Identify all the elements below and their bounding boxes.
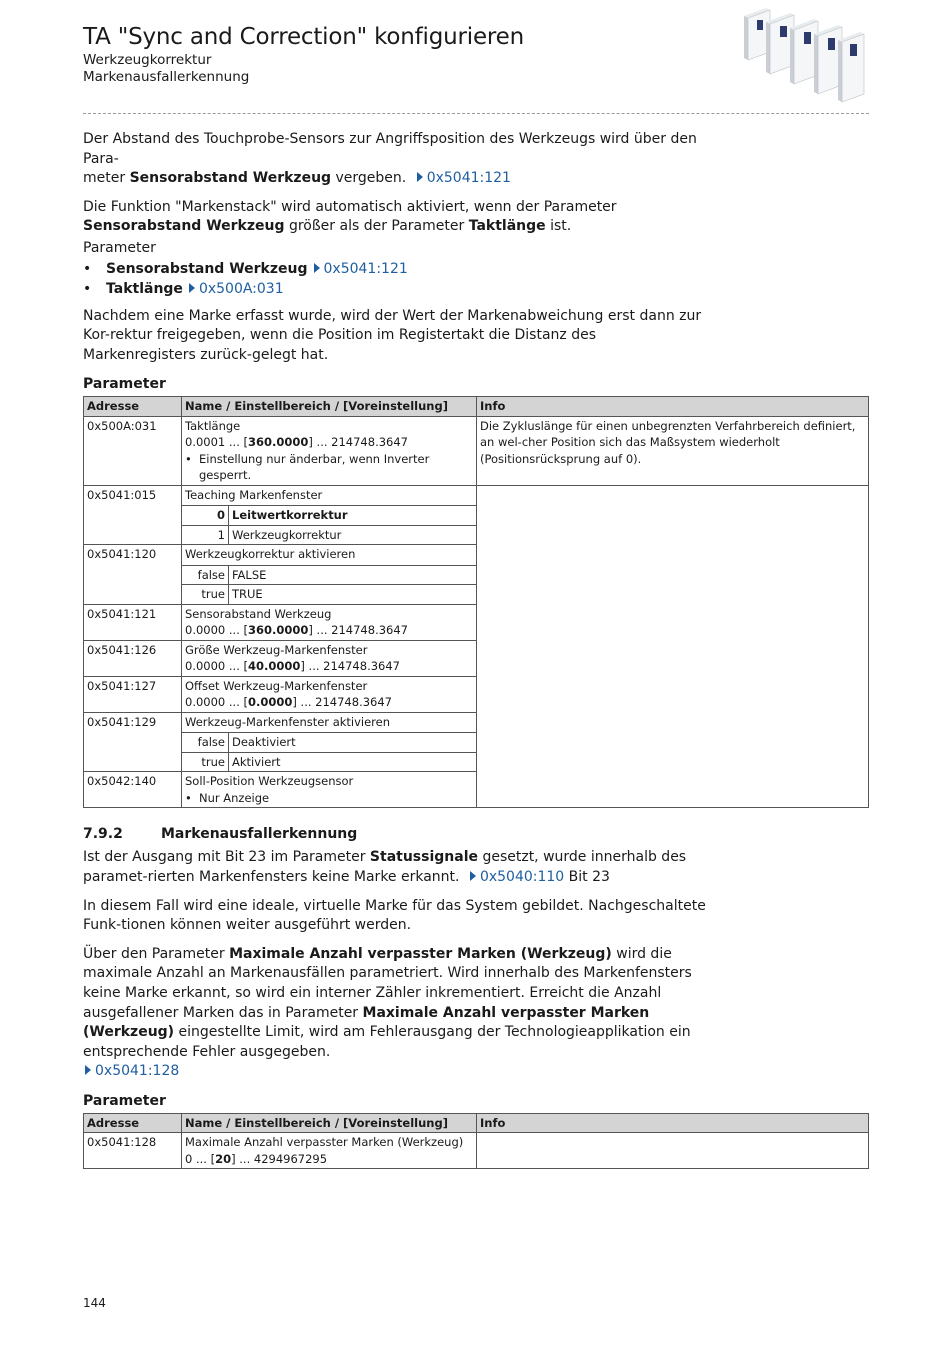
header-divider (83, 113, 869, 114)
paragraph-markenstack: Die Funktion "Markenstack" wird automatisch aktiviert, wenn der Parameter Sensorabstand Werkzeug größer als der Parameter Taktlänge ist. (83, 198, 617, 235)
table-row (84, 416, 869, 485)
column-header-info: Info (477, 397, 869, 417)
paragraph-max-missed-marks: Über den Parameter Maximale Anzahl verpasster Marken (Werkzeug) wird die maximale Anzahl an Markenausfällen parametriert. Wird innerhalb des Markenfensters keine Marke erkannt, so wird ein interner Zähler inkrementiert. Erreicht die Anzahl ausgefallener Marken das in Parameter Maximale Anzahl verpasster Marken (Werkzeug) eingestellte Limit, wird am Fehlerausgang der Technologieapplikation ein entsprechende Fehler ausgegeben. 0x5041:128 (83, 945, 692, 1080)
name-cell: Sensorabstand Werkzeug 0.0000 ... [360.0000] ... 214748.3647 (182, 604, 477, 640)
parameter-link[interactable]: 0x500A:031 (198, 280, 284, 297)
name-cell: Teaching Markenfenster 0 Leitwertkorrektur 1 Werkzeugkorrektur (182, 485, 477, 545)
options-table (182, 565, 476, 604)
address-cell: 0x500A:031 (84, 416, 182, 485)
name-cell: Maximale Anzahl verpasster Marken (Werkzeug) 0 ... [20] ... 4294967295 (182, 1133, 477, 1169)
info-cell (477, 1133, 869, 1169)
section-number: 7.9.2 (83, 826, 123, 843)
name-cell: Größe Werkzeug-Markenfenster 0.0000 ... [40.0000] ... 214748.3647 (182, 640, 477, 676)
option-row: true Aktiviert (182, 752, 476, 771)
table-row (84, 1133, 869, 1169)
note: • Einstellung nur änderbar, wenn Inverter gesperrt. (185, 451, 473, 484)
option-row: 0 Leitwertkorrektur (182, 506, 476, 526)
address-cell: 0x5041:015 (84, 485, 182, 545)
triangle-right-icon (314, 263, 320, 273)
column-header-name: Name / Einstellbereich / [Voreinstellung] (182, 1113, 477, 1133)
info-cell: Die Zykluslänge für einen unbegrenzten Verfahrbereich definiert, an wel-cher Position sich das Maßsystem wiederholt (Positionsrücksprung auf 0). (477, 416, 869, 485)
table-label: Parameter (83, 1092, 166, 1109)
paragraph-mark-deviation: Nachdem eine Marke erfasst wurde, wird der Wert der Markenabweichung erst dann zur Kor-rektur freigegeben, wenn die Position im Registertakt die Distanz des Markenregisters zurück-gelegt hat. (83, 307, 702, 363)
page-content (83, 130, 869, 1169)
address-cell: 0x5041:129 (84, 712, 182, 772)
paragraph-status-signal: Ist der Ausgang mit Bit 23 im Parameter Statussignale gesetzt, wurde innerhalb des paramet-rierten Markenfensters keine Marke erkannt. 0x5040:110 Bit 23 (83, 849, 687, 885)
option-row: false FALSE (182, 565, 476, 585)
section-heading (83, 824, 869, 844)
address-cell: 0x5041:120 (84, 545, 182, 605)
name-cell: Offset Werkzeug-Markenfenster 0.0000 ... [0.0000] ... 214748.3647 (182, 676, 477, 712)
option-row: 1 Werkzeugkorrektur (182, 525, 476, 544)
paragraph-sensor-distance: Der Abstand des Touchprobe-Sensors zur Angriffsposition des Werkzeugs wird über den Para- meter Sensorabstand Werkzeug vergeben. 0x5041:121 (83, 131, 697, 187)
table-row (84, 485, 869, 545)
name-cell: Werkzeugkorrektur aktivieren false FALSE true TRUE (182, 545, 477, 605)
triangle-right-icon (470, 871, 476, 881)
triangle-right-icon (85, 1065, 91, 1075)
column-header-info: Info (477, 1113, 869, 1133)
paragraph-virtual-mark: In diesem Fall wird eine ideale, virtuelle Marke für das System gebildet. Nachgeschaltete Funk-tionen können weiter ausgeführt werden. (83, 897, 706, 934)
triangle-right-icon (189, 283, 195, 293)
page-number: 144 (83, 1296, 106, 1310)
triangle-right-icon (417, 172, 423, 182)
name-cell: Taktlänge 0.0001 ... [360.0000] ... 214748.3647 • Einstellung nur änderbar, wenn Inverter gesperrt. (182, 416, 477, 485)
address-cell: 0x5041:121 (84, 604, 182, 640)
parameter-link[interactable]: 0x5041:121 (323, 260, 408, 277)
column-header-address: Adresse (84, 1113, 182, 1133)
page-subtitle-1: Werkzeugkorrektur (83, 52, 212, 68)
parameter-table (83, 1113, 869, 1170)
name-cell: Soll-Position Werkzeugsensor • Nur Anzeige (182, 772, 477, 808)
info-cell (477, 485, 869, 808)
column-header-address: Adresse (84, 397, 182, 417)
options-table (182, 505, 476, 544)
list-item: • Taktlänge 0x500A:031 (83, 279, 869, 299)
options-table (182, 732, 476, 771)
column-header-name: Name / Einstellbereich / [Voreinstellung] (182, 397, 477, 417)
table-header-row (84, 397, 869, 417)
address-cell: 0x5041:128 (84, 1133, 182, 1169)
parameter-link[interactable]: 0x5041:121 (426, 170, 511, 187)
inverter-product-image (740, 4, 868, 104)
address-cell: 0x5041:127 (84, 676, 182, 712)
list-item: • Sensorabstand Werkzeug 0x5041:121 (83, 259, 869, 279)
page-subtitle-2: Markenausfallerkennung (83, 69, 250, 85)
parameter-list-label: Parameter (83, 239, 156, 256)
section-title: Markenausfallerkennung (161, 826, 358, 843)
table-label: Parameter (83, 376, 166, 393)
address-cell: 0x5042:140 (84, 772, 182, 808)
parameter-link[interactable]: 0x5040:110 (479, 868, 565, 885)
parameter-table (83, 396, 869, 808)
option-row: false Deaktiviert (182, 733, 476, 753)
table-header-row (84, 1113, 869, 1133)
page-title: TA "Sync and Correction" konfigurieren (83, 24, 524, 50)
note: • Nur Anzeige (185, 790, 473, 807)
address-cell: 0x5041:126 (84, 640, 182, 676)
parameter-list (83, 259, 869, 299)
name-cell: Werkzeug-Markenfenster aktivieren false Deaktiviert true Aktiviert (182, 712, 477, 772)
parameter-link[interactable]: 0x5041:128 (95, 1063, 180, 1080)
option-row: true TRUE (182, 585, 476, 604)
